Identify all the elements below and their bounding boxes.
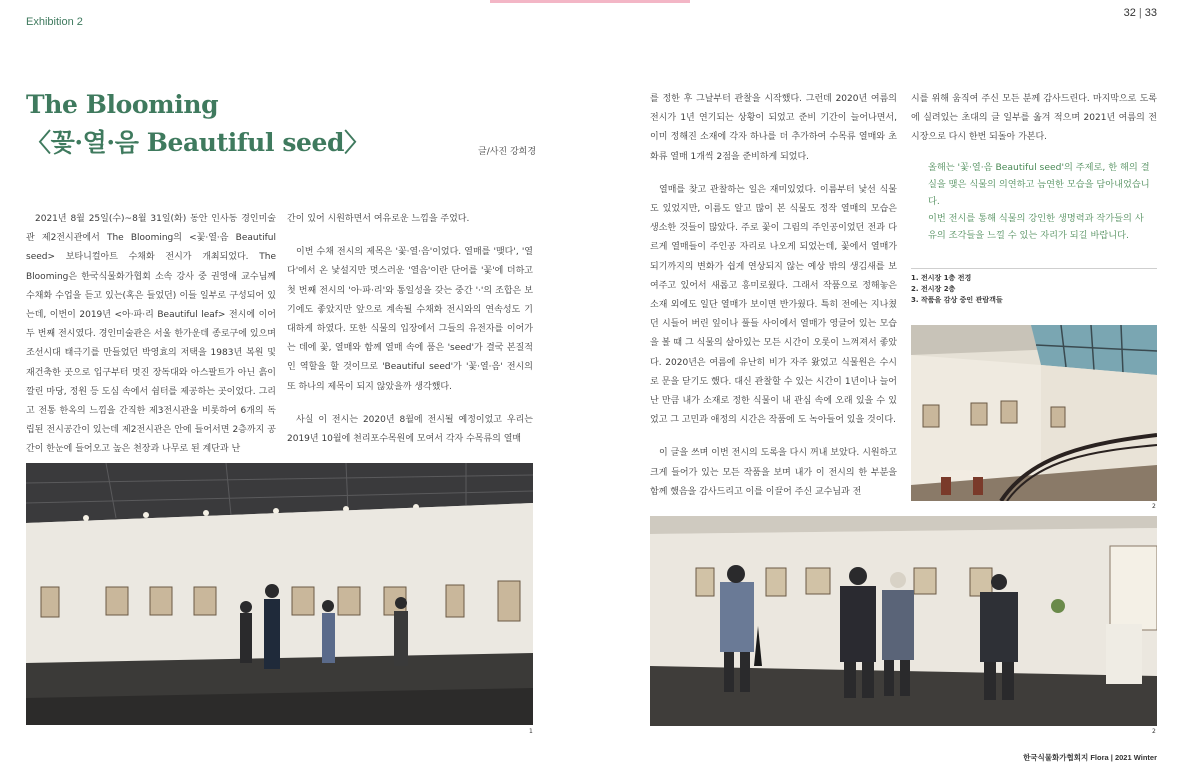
gallery-photo-3 <box>650 516 1157 726</box>
gallery-photo-1 <box>26 463 533 725</box>
article-title <box>26 86 369 162</box>
section-label: Exhibition 2 <box>26 16 83 28</box>
photo-captions <box>911 273 1003 306</box>
page-numbers: 32 | 33 <box>1123 7 1157 19</box>
paragraph: 사실 이 전시는 2020년 8월에 전시될 예정이었고 우리는 2019년 10월에 천리포수목원에 모여서 각자 수목류의 열매 <box>287 414 533 445</box>
quote-line: 이번 전시를 통해 식물의 강인한 생명력과 작가들의 사유의 조각들을 느낄 수 있는 자리가 되길 바랍니다. <box>928 213 1144 241</box>
paragraph: 시를 위해 움직여 주신 모든 분께 감사드린다. 마지막으로 도록에 실려있는 초대의 글 일부를 옮겨 적으며 2021년 여름의 전시장으로 다시 한번 되돌아 가본다. <box>911 94 1157 143</box>
title-line-1: The Blooming <box>26 90 219 119</box>
footer-publication: 한국식물화가협회지 Flora | 2021 Winter <box>1023 753 1157 762</box>
paragraph: 2021년 8월 25일(수)~8월 31일(화) 동안 인사동 경인미술관 제2전시관에서 The Blooming의 <꽃·열·음 Beautiful seed> 보타니컬아트 수채화 전시가 개최되었다. The Blooming은 한국식물화가협회 소속 강사 중 권영애 교수님께 수채화 수업을 듣고 있는(혹은 들었던) 이들 일부로 구성되어 있는데, 이번이 2019년 <아·파·리 Beautiful leaf> 전시에 이어 두 번째 전시였다. 경인미술관은 서울 한가운데 종로구에 있으며 조선시대 태극기를 만들었던 박영효의 저택을 1983년 복원 및 재건축한 곳으로 입구부터 멋진 장독대와 아스팔트가 아닌 흙이 깔린 마당, 정원 등 도심 속에서 쉼터를 제공하는 곳이었다. 그리고 전통 한옥의 느낌을 간직한 제3전시관을 비롯하여 6개의 독립된 전시공간이 있는데 제2전시관은 안에 들어서면 2층까지 공간이 한눈에 들어오고 높은 천장과 나무로 된 계단과 난 <box>26 214 276 455</box>
photo-number: 2 <box>1152 503 1156 510</box>
photo-number: 2 <box>1152 728 1156 735</box>
author-credit: 글/사진 강희경 <box>478 147 537 157</box>
divider <box>911 268 1157 269</box>
caption-2: 2. 전시장 2층 <box>911 285 956 293</box>
title-line-2: 〈꽃·열·음 Beautiful seed〉 <box>26 128 369 157</box>
page-number-left: 32 <box>1123 7 1136 19</box>
top-color-strip <box>490 0 690 3</box>
body-column-1 <box>26 210 276 474</box>
quote-line: 올해는 '꽃·열·음 Beautiful seed'의 주제로, 한 해의 결실을 맺은 식물의 의연하고 늠연한 모습을 담아내었습니다. <box>928 162 1150 207</box>
page-number-right: 33 <box>1144 7 1157 19</box>
body-column-2 <box>287 210 533 463</box>
paragraph: 간이 있어 시원하면서 여유로운 느낌을 주었다. <box>287 214 470 224</box>
body-column-3 <box>650 90 897 516</box>
photo-number: 1 <box>529 728 533 735</box>
paragraph: 를 정한 후 그날부터 관찰을 시작했다. 그런데 2020년 여름의 전시가 1년 연기되는 상황이 되었고 준비 기간이 늘어나면서, 이미 정해진 소재에 각자 하나를 더 추가하여 수목류 열매와 초화류 열매 1개씩 2점을 준비하게 되었다. <box>650 94 897 162</box>
paragraph: 이 글을 쓰며 이번 전시의 도록을 다시 꺼내 보았다. 시원하고 크게 들어가 있는 모든 작품을 보며 내가 이 전시의 한 부분을 함께 했음을 감사드리고 이를 이끌어 주신 교수님과 전 <box>650 448 897 497</box>
paragraph: 이번 수채 전시의 제목은 '꽃·열·음'이었다. 열매를 '맺다', '열다'에서 온 낯설지만 멋스러운 '열음'이란 단어를 '꽃'에 더하고 첫 번째 전시의 '아·파·리'와 통일성을 갖는 중간 '·'의 조합은 보기에도 좋았지만 앞으로 계속될 수채화 전시와의 연속성도 기대하게 하였다. 또한 식물의 입장에서 그들의 유전자를 이어가는 데에 꽃, 열매와 함께 열매 속에 품은 'seed'가 결국 본질적인 역할을 할 것이므로 'Beautiful seed'가 '꽃·열·음' 전시의 또 하나의 제목이 되지 않았을까 생각했다. <box>287 247 533 392</box>
caption-3: 3. 작품을 감상 중인 관람객들 <box>911 296 1003 304</box>
gallery-photo-2 <box>911 325 1157 501</box>
paragraph: 열매를 찾고 관찰하는 일은 재미있었다. 이름부터 낯선 식물도 있었지만, 이름도 알고 많이 본 식물도 정작 열매의 모습은 생소한 것들이 많았다. 주로 꽃이 그림의 주인공이었던 전과 다르게 열매들이 주인공 자리로 나오게 되었는데, 꽃에서 열매가 되기까지의 변화가 쉽게 연상되지 않는 예상 밖의 생김새를 보여주고 있어서 새롭고 흥미로웠다. 그래서 작품으로 정해놓은 소재 외에도 일단 열매가 보이면 반가웠다. 특히 전에는 지나쳤던 시들어 버린 잎이나 풀들 사이에서 열매가 영글어 있는 모습을 볼 때 그 식물의 살아있는 모든 시간이 오롯이 느껴져서 좋았다. 2020년은 여름에 유난히 비가 자주 왔었고 식물원은 수시로 문을 닫기도 했다. 대신 관찰할 수 있는 시간이 1년이나 늘어난 만큼 내가 소재로 정한 식물이 내 관심 속에 오래 있을 수 있었고 그 고민과 애정의 시간은 작품에 도 녹아들어 있을 것이다. <box>650 184 897 426</box>
caption-1: 1. 전시장 1층 전경 <box>911 274 972 282</box>
body-column-4 <box>911 90 1157 160</box>
invitation-quote <box>928 159 1150 244</box>
